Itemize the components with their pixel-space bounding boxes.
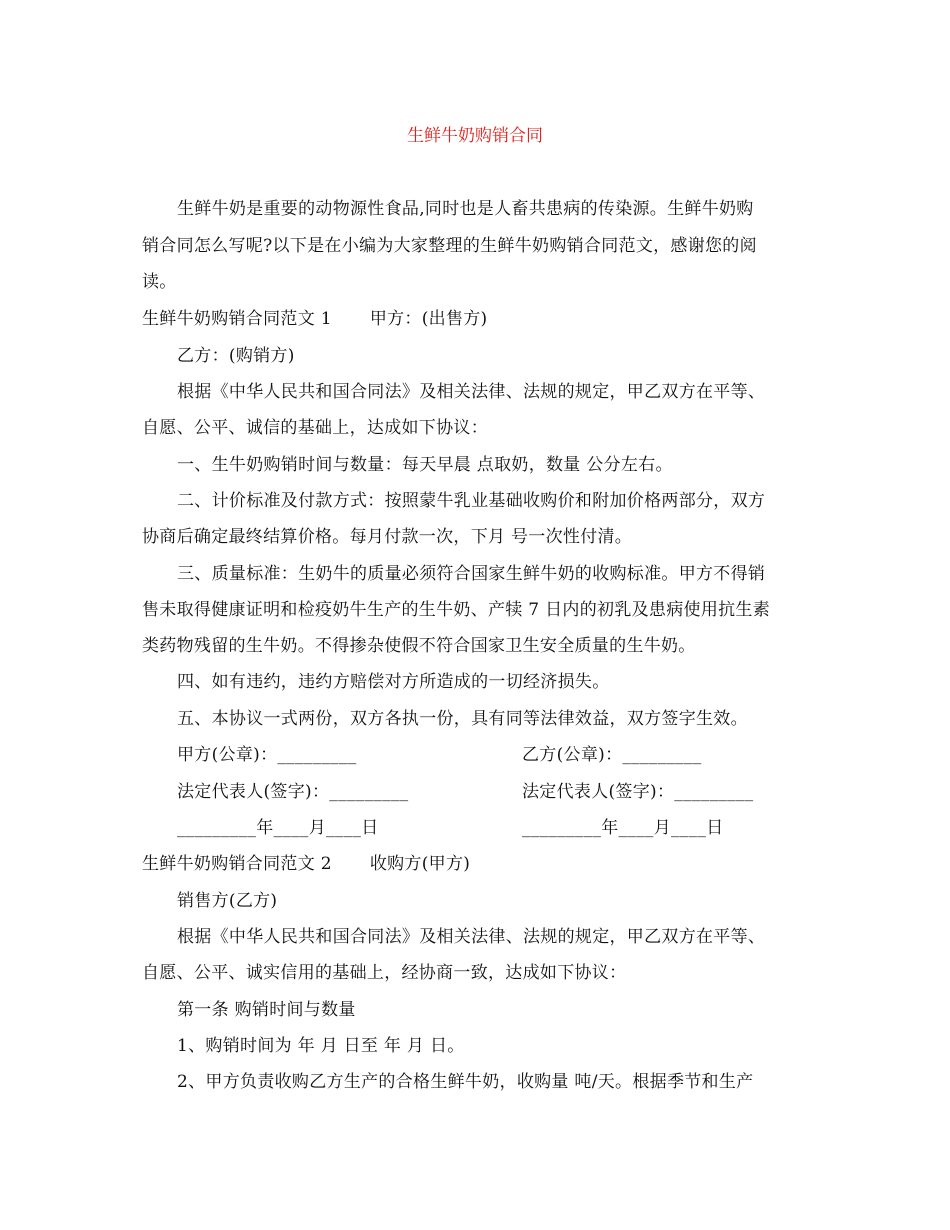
seller-label: 销售方(乙方) (177, 891, 278, 911)
clause-3-line-3: 类药物残留的生牛奶。不得掺杂使假不符合国家卫生安全质量的生牛奶。 (142, 636, 696, 656)
clause-1: 一、生牛奶购销时间与数量：每天早晨 点取奶，数量 公分左右。 (177, 455, 673, 475)
sample2-heading: 生鲜牛奶购销合同范文 2 (142, 854, 332, 874)
sample2-preamble-line-2: 自愿、公平、诚实信用的基础上，经协商一致，达成如下协议： (142, 963, 627, 983)
article-1-item-1: 1、购销时间为 年 月 日至 年 月 日。 (177, 1036, 465, 1056)
party-b-representative-line: 法定代表人(签字)：_________ (522, 782, 754, 802)
sample1-preamble-line-2: 自愿、公平、诚信的基础上，达成如下协议： (142, 418, 488, 438)
clause-3-line-2: 售未取得健康证明和检疫奶牛生产的生牛奶、产犊 7 日内的初乳及患病使用抗生素 (142, 600, 771, 620)
sample1-heading: 生鲜牛奶购销合同范文 1 (142, 309, 332, 329)
party-b-date-line: _________年____月____日 (522, 818, 724, 838)
party-b-seal-line: 乙方(公章)：_________ (522, 745, 702, 765)
clause-2-line-2: 协商后确定最终结算价格。每月付款一次，下月 号一次性付清。 (142, 527, 633, 547)
document-title: 生鲜牛奶购销合同 (407, 126, 543, 146)
intro-line-1: 生鲜牛奶是重要的动物源性食品,同时也是人畜共患病的传染源。生鲜牛奶购 (177, 199, 754, 219)
buyer-label: 收购方(甲方) (369, 854, 471, 874)
party-a-label: 甲方：(出售方) (369, 309, 488, 329)
sample1-heading-row (142, 307, 488, 331)
sample2-heading-row (142, 852, 470, 876)
article-1-item-2: 2、甲方负责收购乙方生产的合格生鲜牛奶，收购量 吨/天。根据季节和生产 (177, 1072, 754, 1092)
intro-line-3: 读。 (142, 272, 177, 292)
clause-5: 五、本协议一式两份，双方各执一份，具有同等法律效益，双方签字生效。 (177, 709, 748, 729)
clause-4: 四、如有违约，违约方赔偿对方所造成的一切经济损失。 (177, 672, 610, 692)
sample2-preamble-line-1: 根据《中华人民共和国合同法》及相关法律、法规的规定，甲乙双方在平等、 (177, 927, 766, 947)
intro-line-2: 销合同怎么写呢?以下是在小编为大家整理的生鲜牛奶购销合同范文，感谢您的阅 (142, 236, 757, 256)
party-b-label: 乙方：(购销方) (177, 346, 295, 366)
party-a-seal-line: 甲方(公章)：_________ (177, 745, 357, 765)
party-a-representative-line: 法定代表人(签字)：_________ (177, 782, 409, 802)
clause-2-line-1: 二、计价标准及付款方式：按照蒙牛乳业基础收购价和附加价格两部分，双方 (177, 491, 766, 511)
sample1-preamble-line-1: 根据《中华人民共和国合同法》及相关法律、法规的规定，甲乙双方在平等、 (177, 382, 766, 402)
clause-3-line-1: 三、质量标准：生奶牛的质量必须符合国家生鲜牛奶的收购标准。甲方不得销 (177, 564, 766, 584)
party-a-date-line: _________年____月____日 (177, 818, 379, 838)
article-1-heading: 第一条 购销时间与数量 (177, 1000, 356, 1020)
